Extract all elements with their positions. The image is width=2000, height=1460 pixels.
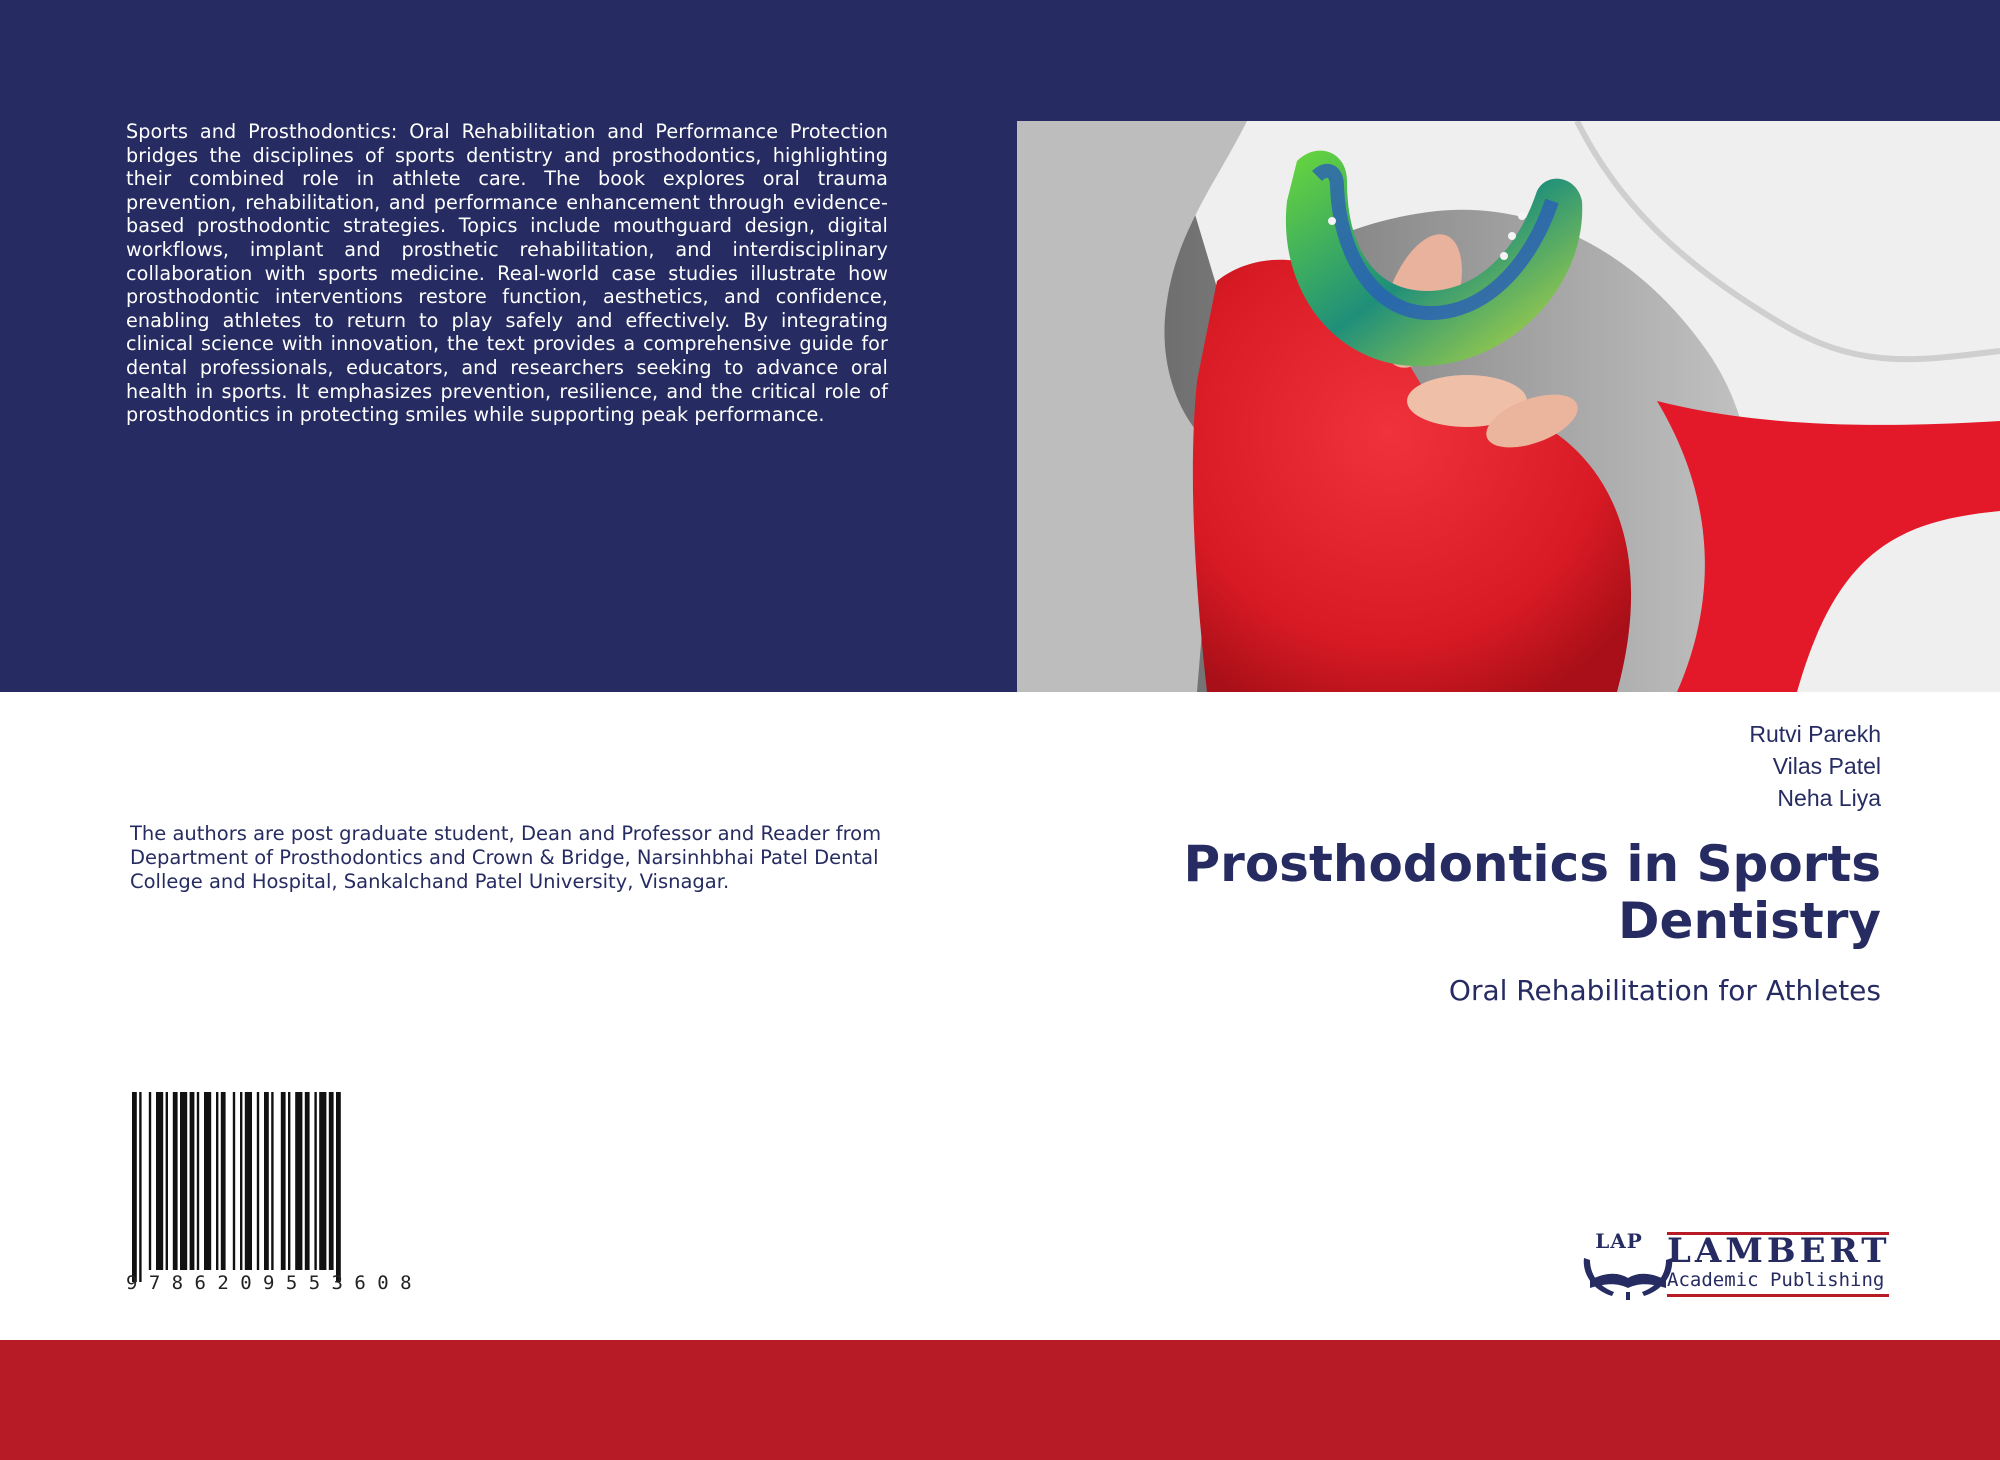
bottom-red-band [0,1340,2000,1460]
cover-photo [1017,121,2000,692]
barcode-bar [197,1092,199,1270]
book-title: Prosthodontics in Sports Dentistry [1183,835,1881,950]
barcode-bar [281,1092,286,1270]
barcode-bar [271,1092,273,1270]
barcode-bar [190,1092,195,1270]
barcode-bar [314,1092,316,1270]
barcode-bar [336,1092,341,1282]
barcode-bar [305,1092,310,1270]
barcode-bar [156,1092,163,1270]
barcode-bar [180,1092,187,1270]
isbn-barcode [126,1092,456,1292]
barcode-bar [204,1092,211,1270]
gloved-hand-holding-mouthguard-image [1017,121,2000,692]
barcode-bar [139,1092,141,1282]
barcode-bar [319,1092,326,1270]
barcode-bar [295,1092,302,1270]
barcode-bar [173,1092,178,1270]
barcode-bar [264,1092,269,1270]
publisher-name: LAMBERT [1667,1231,1891,1271]
barcode-bar [233,1092,235,1270]
publisher-tagline: Academic Publishing [1667,1269,1885,1291]
author-name: Rutvi Parekh [1749,721,1881,747]
barcode-bar [221,1092,226,1270]
barcode-bar [240,1092,242,1270]
barcode-bar [288,1092,290,1270]
logo-badge: LAP [1595,1229,1643,1253]
barcode-bar [166,1092,168,1270]
barcode-bar [216,1092,218,1270]
author-list [1749,718,1881,814]
barcode-bar [245,1092,252,1270]
logo-rule [1667,1294,1889,1297]
back-cover-blurb: Sports and Prosthodontics: Oral Rehabilitation and Performance Protection bridges the disciplines of sports dentistry and prosthodontics, highlighting their combined role in athlete care. The book explores oral trauma prevention, rehabilitation, and performance enhancement through evidence-based prosthodontic strategies. Topics include mouthguard design, digital workflows, implant and prosthetic rehabilitation, and interdisciplinary collaboration with sports medicine. Real-world case studies illustrate how prosthodontic interventions restore function, aesthetics, and confidence, enabling athletes to return to play safely and effectively. By integrating clinical science with innovation, the text provides a comprehensive guide for dental professionals, educators, and researchers seeking to advance oral health in sports. It emphasizes prevention, resilience, and the critical role of prosthodontics in protecting smiles while supporting peak performance. [126,120,888,427]
book-subtitle: Oral Rehabilitation for Athletes [1448,974,1881,1007]
barcode-bar [132,1092,137,1282]
author-name: Neha Liya [1777,785,1881,811]
barcode-bar [257,1092,259,1270]
author-name: Vilas Patel [1772,753,1881,779]
isbn-digits: 9786209553608 [126,1272,423,1294]
barcode-bar [329,1092,334,1270]
barcode-bar [149,1092,151,1270]
author-bio: The authors are post graduate student, Dean and Professor and Reader from Department of Prosthodontics and Crown & Bridge, Narsinhbhai Patel Dental College and Hospital, Sankalchand Patel University, Visnagar. [130,822,882,893]
